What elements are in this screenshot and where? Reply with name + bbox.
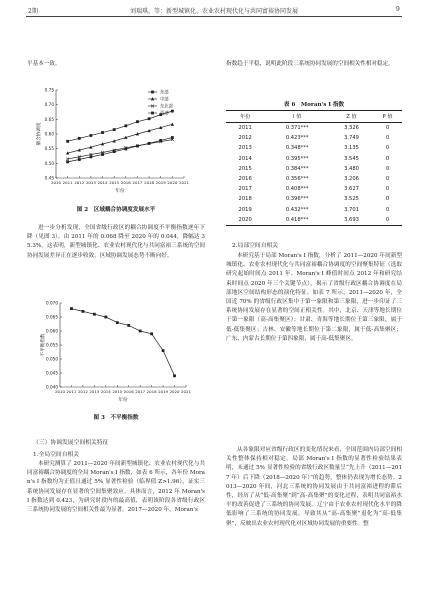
table-cell: 0 [385, 196, 390, 203]
y-tick-label: 0.65 [44, 116, 54, 122]
data-point-3 [148, 142, 151, 145]
table-cell: 0 [385, 155, 390, 162]
section-3-1-heading: 1.全局空间自相关 [33, 452, 80, 458]
y-axis-label: 耦合协调度 [37, 122, 42, 146]
table-cell: 0.348*** [285, 145, 309, 152]
x-tick-label: 2016 [120, 180, 131, 185]
data-point-0 [104, 316, 107, 319]
section-3-heading: （三）协调发展空间相关特征 [33, 440, 109, 446]
table-cell: 0 [385, 176, 390, 183]
table-cell: 3.545 [344, 155, 359, 162]
y-tick-label: 0.55 [44, 146, 54, 152]
table-cell: 0.432*** [285, 206, 309, 213]
y-axis-label: 不平衡指数 [41, 333, 46, 357]
data-point-0 [162, 349, 165, 352]
table-cell: 0 [385, 186, 390, 193]
data-point-0 [113, 128, 116, 131]
figure-3-caption: 图 3 不平衡指数 [93, 415, 139, 421]
x-tick-label: 2014 [100, 389, 111, 394]
data-point-3 [78, 158, 81, 161]
figure-2-chart [26, 80, 206, 202]
table-cell: 2012 [238, 135, 252, 142]
left-paragraph-2: 本研究测算了 2011—2020 年间新型城镇化、农业农村现代化与共同富裕耦合协调度的全局 Moran's I 指数，如表 6 所示，各年份 Moran's I 指数均为正值且通过 5% 显著性检验（临界值 Z>1.96），证实三系统协同发展存在显著的空间集聚效应。具体而言，2012 年 Moran's I 指数达到 0.423，为研究时段内的最高值，表明该阶段各省级行政区三系统协同发展的空间相关性最为显著。2017—2020 年，Moran's [27, 461, 205, 514]
legend-label-2: 东北部 [160, 104, 173, 110]
table-cell: 0 [385, 206, 390, 213]
moran-table-wrap [226, 110, 402, 226]
data-point-3 [159, 139, 162, 142]
y-tick-label: 0.065 [46, 314, 58, 320]
x-tick-label: 2010 [51, 180, 61, 185]
x-tick-label: 2016 [123, 389, 134, 394]
header-rule [26, 16, 402, 17]
x-tick-label: 2021 [179, 180, 189, 185]
page-number: 9 [396, 6, 400, 13]
figure-3-plot [39, 301, 191, 404]
x-tick-label: 2021 [181, 389, 191, 394]
right-paragraph-1: 本研究基于局部 Moran's I 指数，分析了 2011—2020 年间新型城镇化、农业农村现代化与共同富裕耦合协调度的空间聚集特征（选取研究起始时间点 2011 年、Moran's I 峰值时间点 2012 年和研究结束时间点 2020 年三个关键节点），揭示了省级行政区耦合协调度在局部地区空间结构形态的演化特征。如表 7 所示，2011—2020 年，全国近 70% 的省级行政区集中于第一象限和第三象限，进一步印证了三系统协同发展存在显著的空间正相关性。其中，北京、天津等地长期位于第一象限（高-高集聚区）；甘肃、青海等地长期位于第三象限，属于低-低集聚区；吉林、安徽等地长期位于第二象限，属于低-高集聚区；广东、内蒙古长期位于第四象限，属于高-低集聚区。 [226, 253, 402, 342]
table-cell: 0.423*** [285, 135, 309, 142]
table-cell: 0.396*** [285, 196, 309, 203]
table-cell: 3.749 [344, 135, 359, 142]
moran-table [226, 110, 402, 226]
legend-marker-0 [151, 91, 154, 94]
data-point-0 [66, 140, 69, 143]
table-cell: 3.480 [344, 165, 359, 172]
x-tick-label: 2017 [132, 180, 143, 185]
table-cell: 0 [385, 165, 390, 172]
table-cell: 2017 [238, 186, 252, 193]
table-cell: 2013 [238, 145, 252, 152]
data-point-0 [171, 110, 174, 113]
data-point-0 [101, 131, 104, 134]
x-tick-label: 2017 [135, 389, 146, 394]
table-cell: 2019 [238, 206, 252, 213]
legend-label-0: 东部 [160, 90, 169, 96]
x-tick-label: 2014 [97, 180, 108, 185]
section-3-2-heading: 2.局部空间自相关 [232, 243, 279, 249]
table-cell: 0 [385, 145, 390, 152]
table-cell: 2015 [238, 165, 252, 172]
data-point-0 [82, 310, 85, 313]
table-cell: 2011 [238, 125, 252, 132]
running-title: 刘瑞琪，等：新型城镇化、农业农村现代化与共同富裕协同发展 [130, 8, 299, 15]
legend-marker-3 [151, 112, 154, 115]
y-tick-label: 0.75 [44, 87, 54, 93]
table-row [226, 174, 402, 184]
series-line-0 [71, 309, 174, 376]
table-cell: 0.395*** [285, 155, 309, 162]
data-point-3 [101, 153, 104, 156]
y-tick-label: 0.50 [44, 160, 54, 166]
data-point-0 [139, 330, 142, 333]
table-header-row [226, 111, 402, 123]
data-point-0 [116, 321, 119, 324]
y-tick-label: 0.055 [46, 342, 58, 348]
x-tick-label: 2012 [77, 389, 88, 394]
legend-label-1: 中部 [160, 97, 169, 103]
figure-2-caption: 图 2 区域耦合协调度发展水平 [76, 207, 156, 213]
table-cell: 2014 [238, 155, 252, 162]
y-tick-label: 0.70 [44, 102, 54, 108]
legend-label-3: 西部 [160, 111, 169, 117]
data-point-3 [136, 145, 139, 148]
y-tick-label: 0.045 [46, 370, 58, 376]
table-row [226, 184, 402, 194]
table-cell: 0 [373, 215, 402, 226]
x-tick-label: 2018 [146, 389, 157, 394]
data-point-0 [90, 134, 93, 137]
issue-number: 2期 [28, 8, 38, 15]
x-tick-label: 2019 [155, 180, 166, 185]
table-cell: 3.326 [344, 125, 359, 132]
table-cell: 2020 [226, 215, 264, 226]
x-tick-label: 2010 [55, 389, 65, 394]
x-tick-label: 2019 [158, 389, 169, 394]
table-header-cell: Z 值 [330, 111, 373, 123]
table-cell: 0.408*** [285, 186, 309, 193]
y-tick-label: 0.070 [46, 300, 58, 306]
data-point-3 [90, 155, 93, 158]
table-cell: 3.206 [344, 176, 359, 183]
data-point-0 [70, 307, 73, 310]
table-row [226, 123, 402, 134]
series-line-3 [68, 138, 173, 162]
table-row [226, 205, 402, 215]
figure-2-plot [35, 88, 189, 195]
table-cell: 0.356*** [285, 176, 309, 183]
right-paragraph-2: 从各象限对应省级行政区的变化情况来看，全国范围内局部空间相关性整体保持相对稳定。局部 Moran's I 指数的显著性检验结果表明，未通过 5% 显著性检验的省级行政区数量呈“先上升（2011—2017 年）后下降（2018—2020 年）”的趋势，整体仍表现为增长态势。2013—2020 年间，河北三系统的协同发展由于共同富裕进程的滞后性，经历了从“低-高集聚”到“高-高集聚”的变化过程，表明共同富裕水平的改善促进了三系统的协同发展。辽宁由于农业农村现代化水平的降低影响了三系统的协同发展，导致其从“高-高集聚”退化为“高-低集聚”，反映出农业农村现代化对区域协同发展的重要性。整 [226, 447, 402, 527]
table-row [226, 133, 402, 143]
table-header-cell: 年份 [226, 111, 264, 123]
table-header-cell: P 值 [373, 111, 402, 123]
table-row [226, 194, 402, 204]
y-tick-label: 0.45 [44, 175, 54, 181]
data-point-0 [173, 374, 176, 377]
x-tick-label: 2020 [167, 180, 178, 185]
data-point-3 [171, 136, 174, 139]
x-tick-label: 2013 [89, 389, 100, 394]
y-tick-label: 0.60 [44, 131, 54, 137]
left-paragraph-1: 进一步分析发现，全国省级行政区的耦合协调度不平衡指数逐年下降（见图 3），由 2011 年的 0.068 降至 2020 年的 0.044，降幅达 35.3%。这表明，新型城镇化、农业农村现代化与共同富裕三系统的空间协同发展差异正在逐步收敛，区域协调发展态势不断向好。 [27, 225, 205, 259]
series-line-0 [68, 111, 173, 141]
data-point-0 [127, 324, 130, 327]
x-tick-label: 2013 [85, 180, 96, 185]
table-row [226, 164, 402, 174]
x-tick-label: 2018 [144, 180, 155, 185]
right-paragraph-0: 指数趋于平稳，说明此阶段三系统协同发展的空间相关性相对稳定。 [226, 61, 394, 67]
table-cell: 3.525 [344, 196, 359, 203]
table-cell: 3.627 [344, 186, 359, 193]
x-tick-label: 2015 [112, 389, 123, 394]
x-axis-label: 年份 [115, 189, 125, 194]
data-point-0 [136, 120, 139, 123]
table-cell: 0 [385, 135, 390, 142]
table-row [226, 154, 402, 164]
table-cell: 0.384*** [285, 165, 309, 172]
x-tick-label: 2011 [66, 389, 77, 394]
y-tick-label: 0.040 [46, 384, 58, 390]
table-cell: 0.418*** [264, 215, 330, 226]
table-cell: 0.371*** [285, 125, 309, 132]
table-row [226, 215, 402, 226]
table-cell: 2018 [238, 196, 252, 203]
x-axis-label: 年份 [118, 398, 128, 403]
table-cell: 3.701 [344, 206, 359, 213]
table-header-cell: I 值 [264, 111, 330, 123]
data-point-0 [93, 313, 96, 316]
data-point-0 [150, 332, 153, 335]
table-cell: 3.693 [330, 215, 373, 226]
data-point-1 [171, 123, 174, 126]
x-tick-label: 2015 [109, 180, 120, 185]
x-tick-label: 2012 [74, 180, 85, 185]
table-6-caption: 表 6 Moran's I 指数 [283, 102, 345, 108]
y-tick-label: 0.060 [46, 328, 58, 334]
table-cell: 2016 [238, 176, 252, 183]
data-point-3 [113, 150, 116, 153]
left-paragraph-0: 平基本一致。 [27, 61, 61, 67]
data-point-3 [66, 160, 69, 163]
data-point-3 [124, 148, 127, 151]
table-cell: 3.135 [344, 145, 359, 152]
figure-3-chart [26, 295, 206, 403]
x-tick-label: 2020 [169, 389, 180, 394]
table-cell: 0 [385, 125, 390, 132]
data-point-0 [148, 117, 151, 120]
y-tick-label: 0.050 [46, 356, 58, 362]
data-point-0 [78, 137, 81, 140]
data-point-0 [124, 124, 127, 127]
x-tick-label: 2011 [62, 180, 73, 185]
table-row [226, 143, 402, 153]
